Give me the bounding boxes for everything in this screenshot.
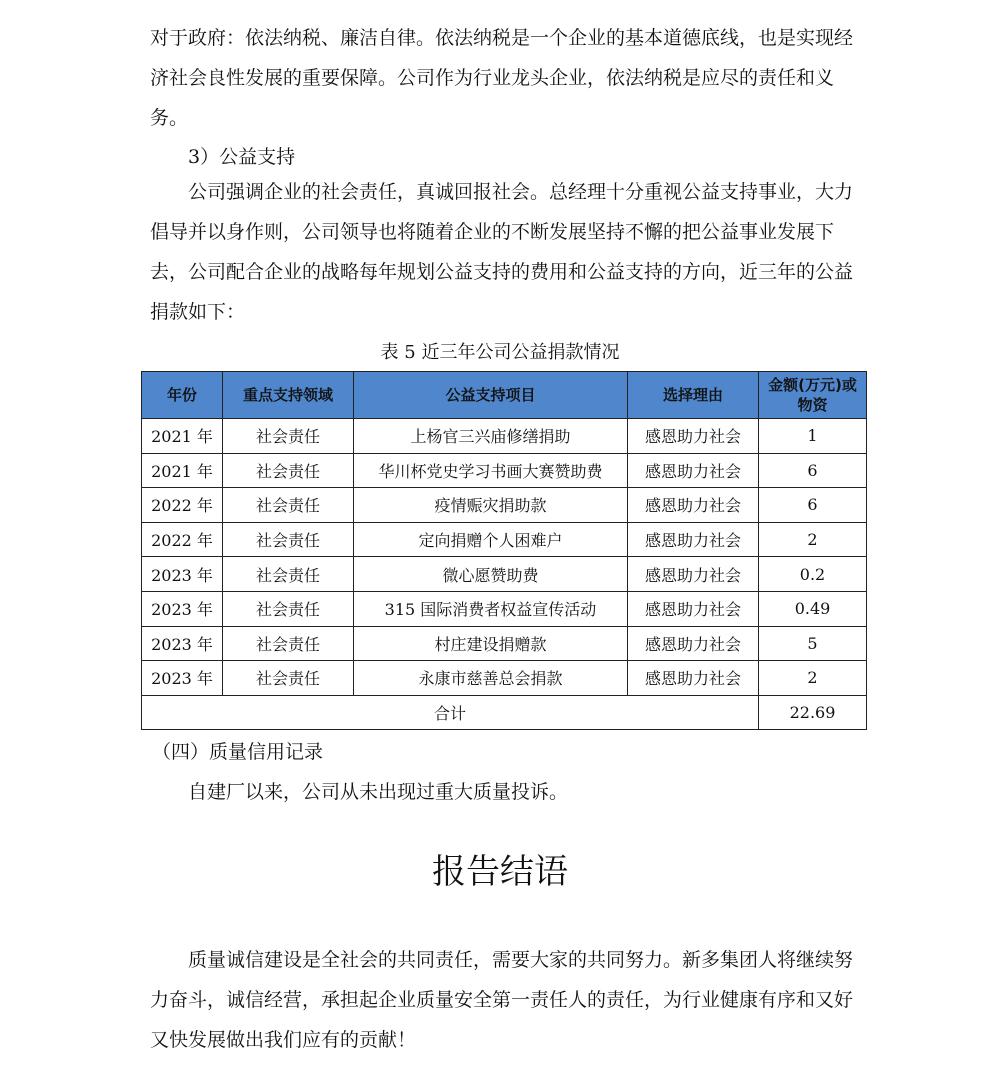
table-row [142, 557, 867, 592]
cell-focus-area: 社会责任 [223, 522, 354, 557]
total-label: 合计 [142, 695, 759, 730]
cell-year: 2022 年 [142, 488, 223, 523]
cell-reason: 感恩助力社会 [628, 453, 759, 488]
cell-reason: 感恩助力社会 [628, 522, 759, 557]
cell-project: 上杨官三兴庙修缮捐助 [354, 419, 628, 454]
cell-project: 315 国际消费者权益宣传活动 [354, 591, 628, 626]
conclusion-paragraph: 质量诚信建设是全社会的共同责任，需要大家的共同努力。新多集团人将继续努力奋斗，诚信经营，承担起企业质量安全第一责任人的责任，为行业健康有序和又好又快发展做出我们应有的贡献！ [150, 949, 854, 1051]
table-row [142, 522, 867, 557]
intro-paragraph-welfare: 公司强调企业的社会责任，真诚回报社会。总经理十分重视公益支持事业，大力倡导并以身作则，公司领导也将随着企业的不断发展坚持不懈的把公益事业发展下去，公司配合企业的战略每年规划公益支持的费用和公益支持的方向，近三年的公益捐款如下： [150, 181, 854, 323]
cell-amount: 0.49 [759, 591, 867, 626]
cell-reason: 感恩助力社会 [628, 557, 759, 592]
table-row [142, 591, 867, 626]
cell-reason: 感恩助力社会 [628, 488, 759, 523]
header-reason: 选择理由 [628, 372, 759, 419]
cell-year: 2021 年 [142, 453, 223, 488]
cell-amount: 0.2 [759, 557, 867, 592]
cell-reason: 感恩助力社会 [628, 419, 759, 454]
intro-paragraph-government: 对于政府：依法纳税、廉洁自律。依法纳税是一个企业的基本道德底线，也是实现经济社会良性发展的重要保障。公司作为行业龙头企业，依法纳税是应尽的责任和义务。 [150, 27, 854, 129]
cell-amount: 2 [759, 661, 867, 696]
cell-amount: 1 [759, 419, 867, 454]
header-project: 公益支持项目 [354, 372, 628, 419]
total-value: 22.69 [759, 695, 867, 730]
cell-year: 2023 年 [142, 661, 223, 696]
cell-focus-area: 社会责任 [223, 453, 354, 488]
table-row [142, 488, 867, 523]
header-year: 年份 [142, 372, 223, 419]
cell-amount: 5 [759, 626, 867, 661]
conclusion-title: 报告结语 [432, 852, 568, 892]
cell-focus-area: 社会责任 [223, 557, 354, 592]
table-caption: 表 5 近三年公司公益捐款情况 [380, 342, 620, 363]
cell-project: 微心愿赞助费 [354, 557, 628, 592]
cell-focus-area: 社会责任 [223, 591, 354, 626]
table-row [142, 419, 867, 454]
table-row [142, 453, 867, 488]
cell-amount: 2 [759, 522, 867, 557]
table-header-row [142, 372, 867, 419]
cell-project: 华川杯党史学习书画大赛赞助费 [354, 453, 628, 488]
cell-project: 疫情赈灾捐助款 [354, 488, 628, 523]
cell-focus-area: 社会责任 [223, 488, 354, 523]
cell-amount: 6 [759, 488, 867, 523]
table-row [142, 626, 867, 661]
cell-amount: 6 [759, 453, 867, 488]
cell-focus-area: 社会责任 [223, 419, 354, 454]
quality-record-heading: （四）质量信用记录 [152, 741, 324, 763]
cell-reason: 感恩助力社会 [628, 591, 759, 626]
cell-reason: 感恩助力社会 [628, 661, 759, 696]
cell-focus-area: 社会责任 [223, 626, 354, 661]
cell-project: 永康市慈善总会捐款 [354, 661, 628, 696]
header-focus-area: 重点支持领域 [223, 372, 354, 419]
header-amount: 金额(万元)或物资 [759, 372, 867, 419]
cell-year: 2021 年 [142, 419, 223, 454]
cell-year: 2023 年 [142, 557, 223, 592]
subheading-public-welfare: 3）公益支持 [188, 146, 296, 168]
cell-project: 定向捐赠个人困难户 [354, 522, 628, 557]
table-row [142, 661, 867, 696]
quality-record-text: 自建厂以来，公司从未出现过重大质量投诉。 [188, 781, 569, 803]
cell-project: 村庄建设捐赠款 [354, 626, 628, 661]
cell-year: 2023 年 [142, 591, 223, 626]
table-total-row [142, 695, 867, 730]
cell-year: 2022 年 [142, 522, 223, 557]
cell-focus-area: 社会责任 [223, 661, 354, 696]
donation-table [141, 371, 867, 730]
cell-year: 2023 年 [142, 626, 223, 661]
cell-reason: 感恩助力社会 [628, 626, 759, 661]
